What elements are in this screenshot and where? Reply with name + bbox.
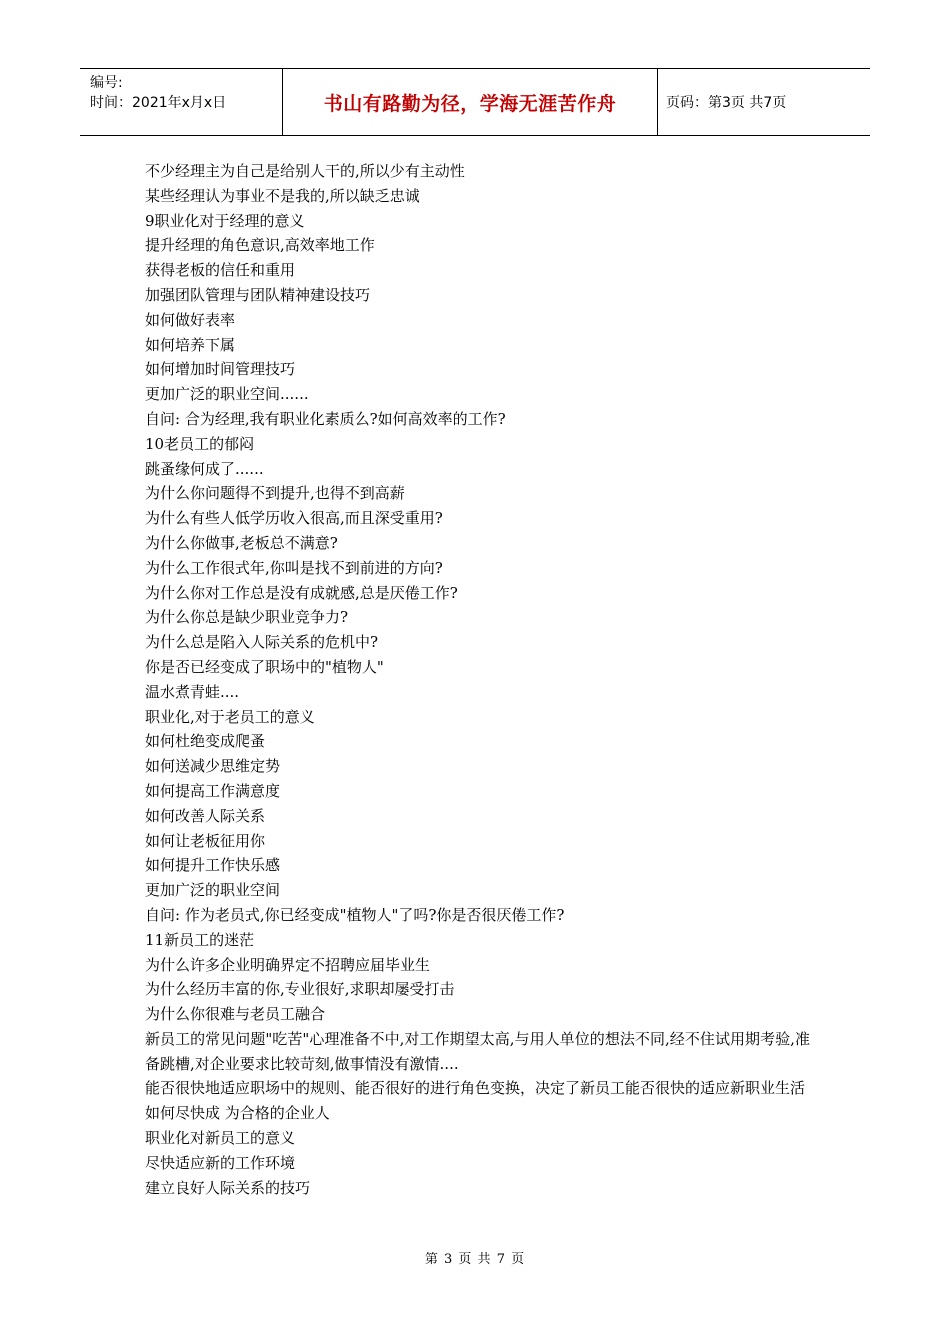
text-line: 为什么经历丰富的你,专业很好,求职却屡受打击 [145, 980, 455, 999]
number-label: 编号: [90, 75, 123, 91]
text-line: 更加广泛的职业空间...... [145, 385, 309, 404]
page-footer: 第 3 页 共 7 页 [424, 1252, 526, 1267]
page-header [80, 68, 870, 136]
section-heading: 10老员工的郁闷 [145, 434, 255, 453]
text-line: 如何增加时间管理技巧 [145, 360, 296, 379]
text-line: 为什么你总是缺少职业竞争力? [145, 608, 349, 627]
text-line: 更加广泛的职业空间 [145, 881, 281, 900]
text-line: 提升经理的角色意识,高效率地工作 [145, 236, 375, 255]
text-line: 为什么你很难与老员工融合 [145, 1005, 326, 1024]
text-line: 自问: 合为经理,我有职业化素质么?如何高效率的工作? [145, 409, 506, 428]
text-line: 职业化,对于老员工的意义 [145, 707, 315, 726]
text-line: 某些经理认为事业不是我的,所以缺乏忠诚 [145, 186, 420, 205]
text-line: 为什么工作很式年,你叫是找不到前进的方向? [145, 558, 443, 577]
text-line: 温水煮青蛙.... [145, 682, 240, 701]
text-line: 如何培养下属 [145, 335, 236, 354]
text-line: 尽快适应新的工作环境 [145, 1153, 296, 1172]
text-line: 如何提高工作满意度 [145, 781, 281, 800]
text-line: 职业化对新员工的意义 [145, 1129, 296, 1148]
text-line: 为什么许多企业明确界定不招聘应届毕业生 [145, 955, 431, 974]
text-line: 如何让老板征用你 [145, 831, 266, 850]
text-line: 为什么你问题得不到提升,也得不到高薪 [145, 484, 405, 503]
text-line: 如何改善人际关系 [145, 806, 266, 825]
text-line: 如何尽快成 为合格的企业人 [145, 1104, 330, 1123]
text-line: 加强团队管理与团队精神建设技巧 [145, 285, 371, 304]
text-line: 如何杜绝变成爬蚤 [145, 732, 266, 751]
time-label: 时间：2021年x月x日 [90, 95, 227, 111]
text-line: 你是否已经变成了职场中的"植物人" [145, 657, 384, 676]
text-line: 如何送减少思维定势 [145, 757, 281, 776]
text-line: 跳蚤缘何成了...... [145, 459, 264, 478]
text-line: 自问: 作为老员式,你已经变成"植物人"了吗?你是否很厌倦工作? [145, 905, 565, 924]
text-line: 获得老板的信任和重用 [145, 261, 296, 280]
section-heading: 9职业化对于经理的意义 [145, 211, 305, 230]
text-line: 如何做好表率 [145, 310, 236, 329]
text-line: 不少经理主为自己是给别人干的,所以少有主动性 [145, 162, 465, 180]
text-line: 为什么总是陷入人际关系的危机中? [145, 633, 379, 652]
header-page-label: 页码：第3页 共7页 [666, 95, 787, 111]
text-line: 为什么你做事,老板总不满意? [145, 533, 338, 552]
paragraph: 能否很快地适应职场中的规则、能否很好的进行角色变换，决定了新员工能否很快的适应新职业生活 [145, 1079, 806, 1098]
section-heading: 11新员工的迷茫 [145, 930, 255, 949]
text-line: 建立良好人际关系的技巧 [145, 1178, 311, 1197]
paragraph: 新员工的常见问题"吃苦"心理准备不中,对工作期望太高,与用人单位的想法不同,经不住试用期考验,准备跳槽,对企业要求比较苛刻,做事情没有激情.... [145, 1029, 810, 1073]
text-line: 为什么有些人低学历收入很高,而且深受重用? [145, 509, 443, 528]
header-motto: 书山有路勤为径，学海无涯苦作舟 [282, 69, 658, 135]
text-line: 如何提升工作快乐感 [145, 856, 281, 875]
header-info-cell [80, 69, 282, 135]
text-line: 为什么你对工作总是没有成就感,总是厌倦工作? [145, 583, 458, 602]
document-body [145, 159, 810, 1200]
